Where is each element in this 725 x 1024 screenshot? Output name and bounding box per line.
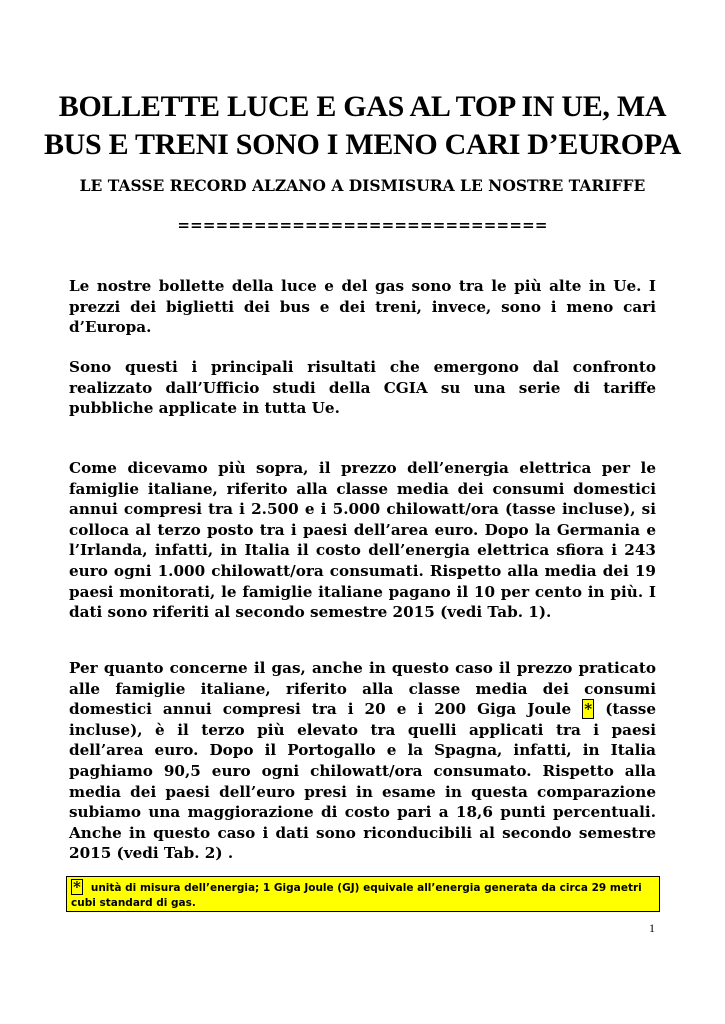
footnote-box: [66, 876, 660, 912]
page-title: BOLLETTE LUCE E GAS AL TOP IN UE, MA BUS E TRENI SONO I MENO CARI D’EUROPA: [43, 90, 682, 161]
paragraph-gas-text-1: Per quanto concerne il gas, anche in questo caso il prezzo praticato alle famiglie italiane, riferito alla classe media dei consumi domestici annui compresi tra i 20 e i 200 Giga Joule: [69, 659, 656, 719]
footnote-marker: *: [584, 700, 593, 719]
paragraph-gas: [69, 658, 656, 864]
footnote-star: *: [73, 878, 81, 896]
separator-line: =============================: [177, 216, 548, 234]
paragraph-intro: Le nostre bollette della luce e del gas sono tra le più alte in Ue. I prezzi dei biglietti dei bus e dei treni, invece, sono i meno cari d’Europa.: [69, 277, 656, 337]
paragraph-gas-text-2: (tasse incluse), è il terzo più elevato tra quelli applicati tra i paesi dell’area euro. Dopo il Portogallo e la Spagna, infatti, in Italia paghiamo 90,5 euro ogni chilowatt/ora consumato. Rispetto alla media dei paesi dell’euro presi in esame in questa comparazione subiamo una maggiorazione di costo pari a 18,6 punti percentuali. Anche in questo caso i dati sono riconducibili al secondo semestre 2015 (vedi Tab. 2) .: [69, 700, 657, 863]
paragraph-source: Sono questi i principali risultati che emergono dal confronto realizzato dall’Ufficio studi della CGIA su una serie di tariffe pubbliche applicate in tutta Ue.: [69, 358, 656, 418]
paragraph-electricity: Come dicevamo più sopra, il prezzo dell’energia elettrica per le famiglie italiane, riferito alla classe media dei consumi domestici annui compresi tra i 2.500 e i 5.000 chilowatt/ora (tasse incluse), si colloca al terzo posto tra i paesi dell’area euro. Dopo la Germania e l’Irlanda, infatti, in Italia il costo dell’energia elettrica sfiora i 243 euro ogni 1.000 chilowatt/ora consumati. Rispetto alla media dei 19 paesi monitorati, le famiglie italiane pagano il 10 per cento in più. I dati sono riferiti al secondo semestre 2015 (vedi Tab. 1).: [69, 459, 656, 622]
subtitle: LE TASSE RECORD ALZANO A DISMISURA LE NOSTRE TARIFFE: [79, 176, 646, 195]
page-number: 1: [649, 921, 655, 935]
footnote-text: unità di misura dell’energia; 1 Giga Joule (GJ) equivale all’energia generata da circa 29 metri cubi standard di gas.: [71, 882, 642, 909]
